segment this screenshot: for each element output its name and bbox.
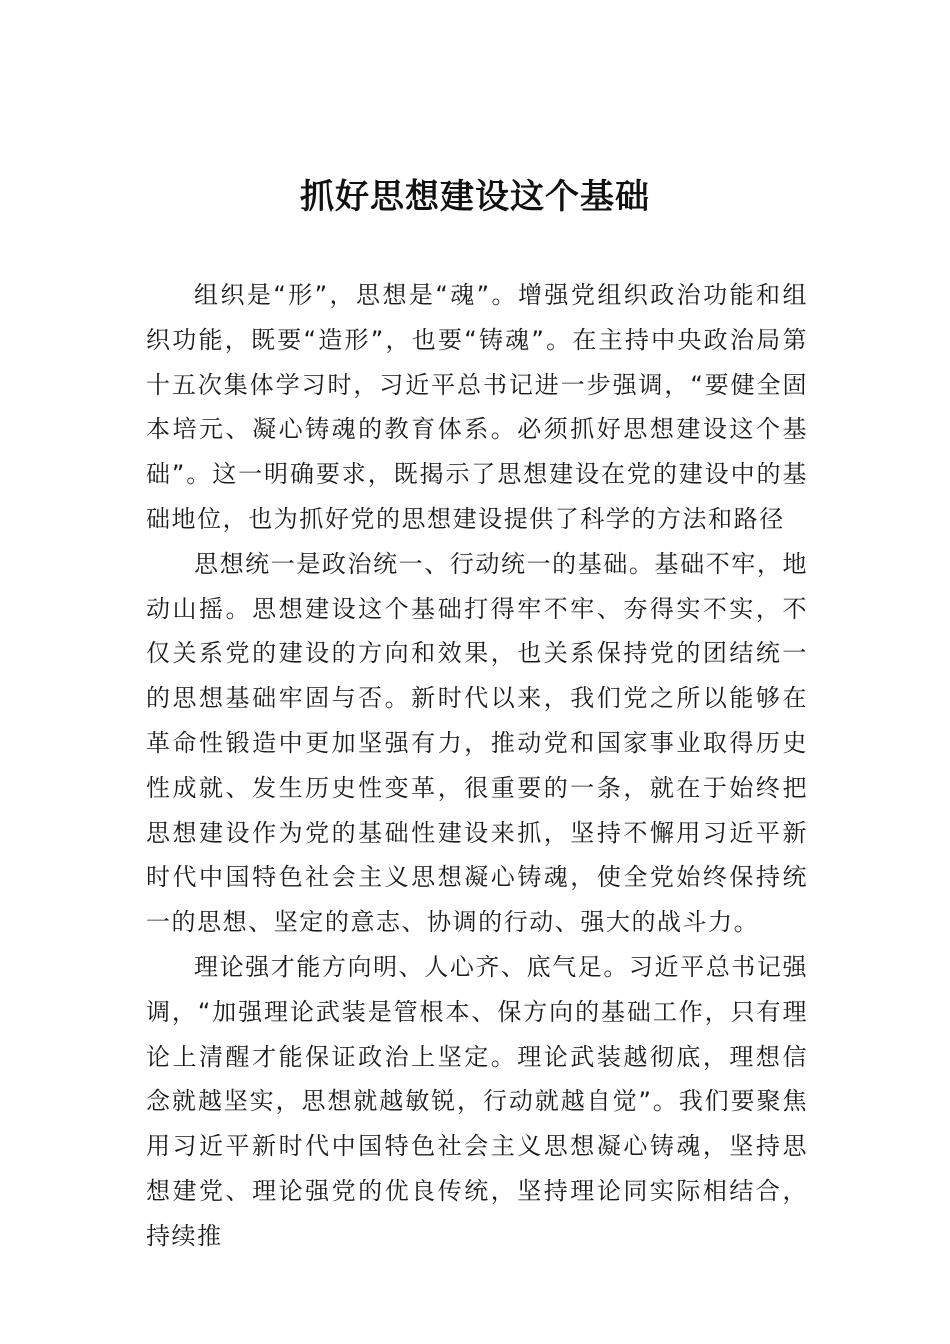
paragraph: 理论强才能方向明、人心齐、底气足。习近平总书记强调，“加强理论武装是管根本、保方向的基础工作，只有理论上清醒才能保证政治上坚定。理论武装越彻底，理想信念就越坚实，思想就越敏锐，行动就越自觉”。我们要聚焦用习近平新时代中国特色社会主义思想凝心铸魂，坚持思想建党、理论强党的优良传统，坚持理论同实际相结合，持续推: [146, 952, 808, 1250]
document-title: 抓好思想建设这个基础: [300, 177, 650, 217]
paragraph: 组织是“形”，思想是“魂”。增强党组织政治功能和组织功能，既要“造形”，也要“铸魂”。在主持中央政治局第十五次集体学习时，习近平总书记进一步强调，“要健全固本培元、凝心铸魂的教育体系。必须抓好思想建设这个基础”。这一明确要求，既揭示了思想建设在党的建设中的基础地位，也为抓好党的思想建设提供了科学的方法和路径: [146, 281, 808, 533]
paragraph: 思想统一是政治统一、行动统一的基础。基础不牢，地动山摇。思想建设这个基础打得牢不牢、夯得实不实，不仅关系党的建设的方向和效果，也关系保持党的团结统一的思想基础牢固与否。新时代以来，我们党之所以能够在革命性锻造中更加坚强有力，推动党和国家事业取得历史性成就、发生历史性变革，很重要的一条，就在于始终把思想建设作为党的基础性建设来抓，坚持不懈用习近平新时代中国特色社会主义思想凝心铸魂，使全党始终保持统一的思想、坚定的意志、协调的行动、强大的战斗力。: [146, 549, 808, 937]
document-body: [146, 273, 808, 1259]
